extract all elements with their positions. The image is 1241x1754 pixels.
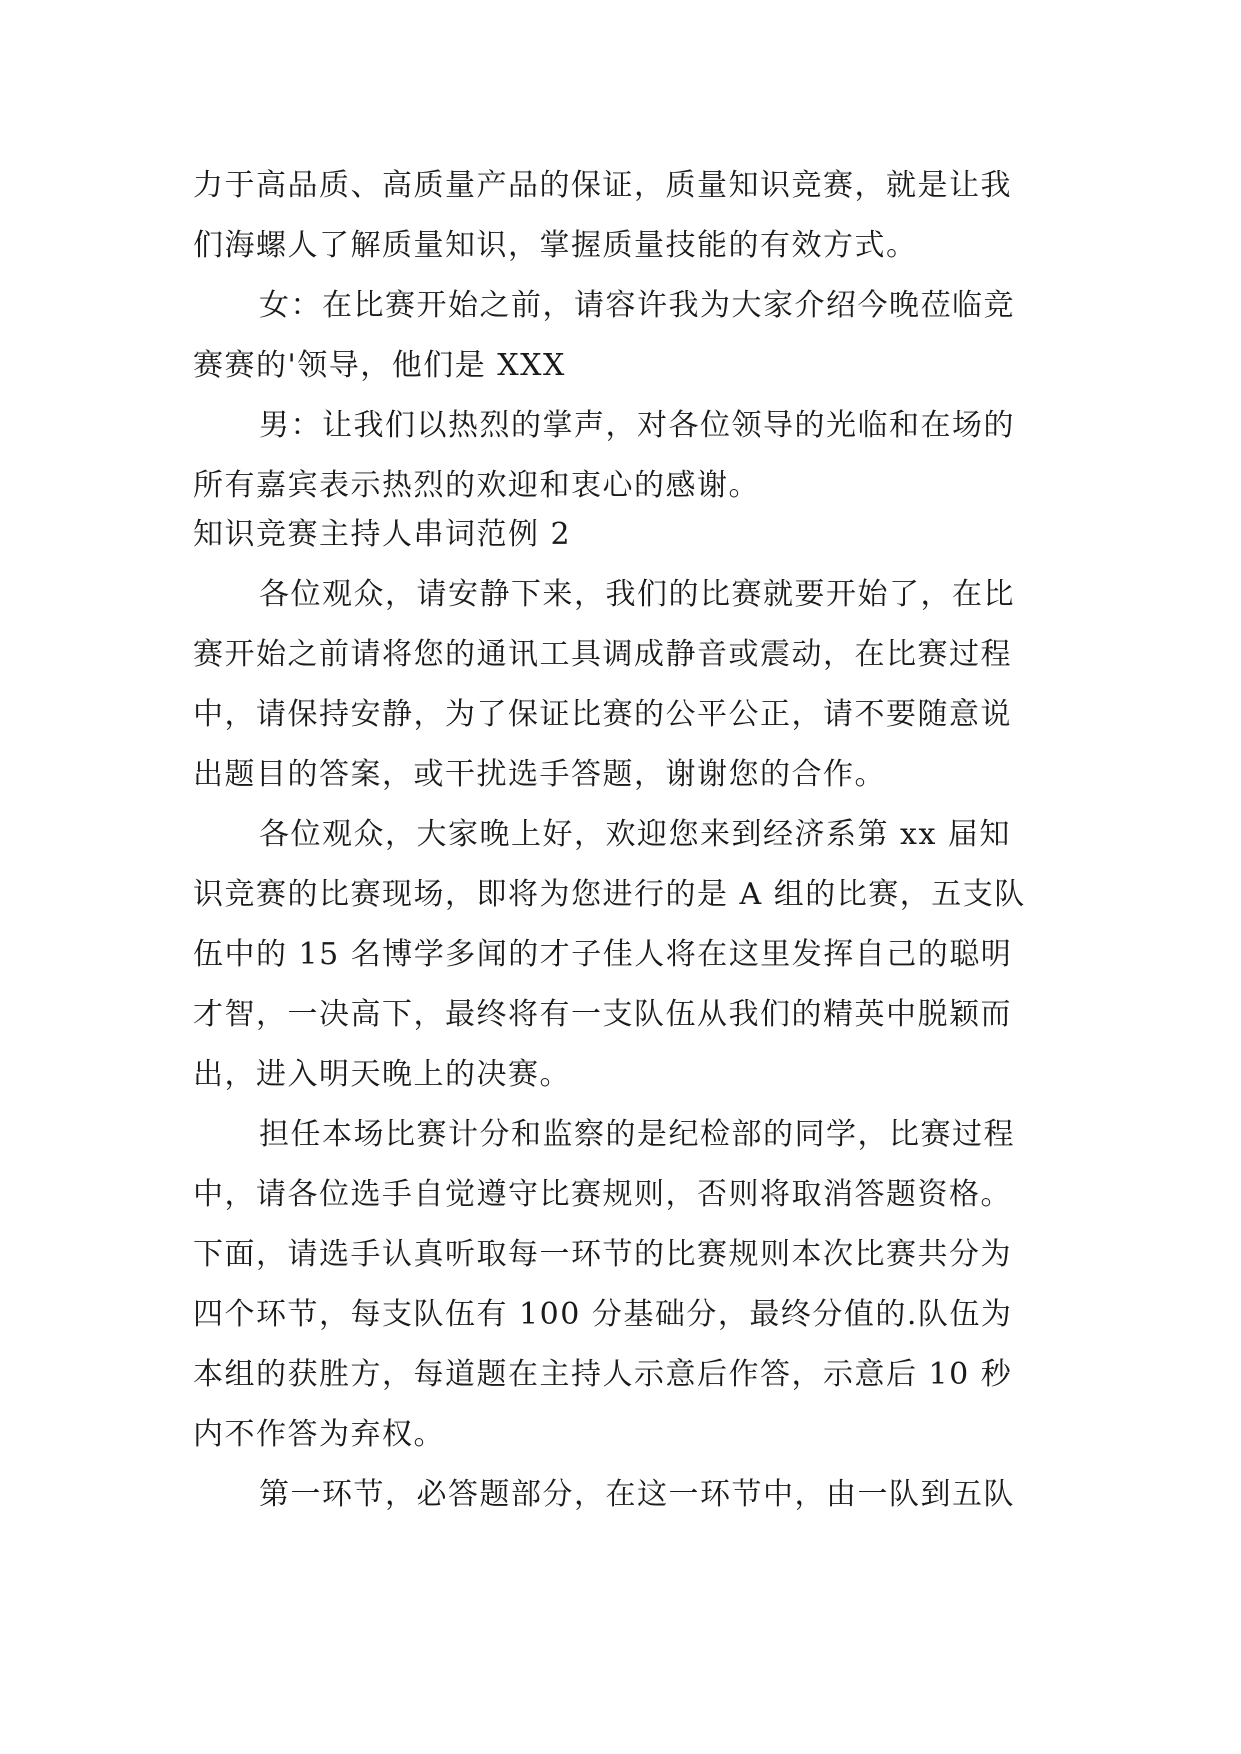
- text-line: 力于高品质、高质量产品的保证，质量知识竞赛，就是让我: [193, 168, 1012, 203]
- text-line: 女：在比赛开始之前，请容许我为大家介绍今晚莅临竞: [259, 288, 1015, 323]
- text-line: 中，请保持安静，为了保证比赛的公平公正，请不要随意说: [193, 697, 1012, 732]
- text-line: 担任本场比赛计分和监察的是纪检部的同学，比赛过程: [259, 1117, 1015, 1152]
- text-line: 赛开始之前请将您的通讯工具调成静音或震动，在比赛过程: [193, 637, 1012, 672]
- text-line: 男：让我们以热烈的掌声，对各位领导的光临和在场的: [259, 408, 1015, 443]
- text-line: 内不作答为弃权。: [193, 1417, 445, 1452]
- text-line: 中，请各位选手自觉遵守比赛规则，否则将取消答题资格。: [193, 1177, 1012, 1212]
- text-line: 四个环节，每支队伍有 100 分基础分，最终分值的.队伍为: [193, 1297, 1013, 1332]
- text-block-example-2: [193, 505, 1053, 1525]
- text-block-intro: [193, 156, 1053, 516]
- text-line: 各位观众，大家晚上好，欢迎您来到经济系第 xx 届知: [259, 817, 1011, 852]
- text-line: 各位观众，请安静下来，我们的比赛就要开始了，在比: [259, 577, 1015, 612]
- text-line: 出题目的答案，或干扰选手答题，谢谢您的合作。: [193, 757, 886, 792]
- section-heading: 知识竞赛主持人串词范例 2: [193, 517, 572, 552]
- text-line: 才智，一决高下，最终将有一支队伍从我们的精英中脱颖而: [193, 997, 1012, 1032]
- text-line: 赛赛的'领导，他们是 XXX: [193, 348, 566, 383]
- text-line: 第一环节，必答题部分，在这一环节中，由一队到五队: [259, 1477, 1015, 1512]
- text-line: 本组的获胜方，每道题在主持人示意后作答，示意后 10 秒: [193, 1357, 1013, 1392]
- text-line: 识竞赛的比赛现场，即将为您进行的是 A 组的比赛，五支队: [193, 877, 1026, 912]
- text-line: 所有嘉宾表示热烈的欢迎和衷心的感谢。: [193, 468, 760, 503]
- text-line: 伍中的 15 名博学多闻的才子佳人将在这里发挥自己的聪明: [193, 937, 1013, 972]
- text-line: 们海螺人了解质量知识，掌握质量技能的有效方式。: [193, 228, 918, 263]
- text-line: 出，进入明天晚上的决赛。: [193, 1057, 571, 1092]
- text-line: 下面，请选手认真听取每一环节的比赛规则本次比赛共分为: [193, 1237, 1012, 1272]
